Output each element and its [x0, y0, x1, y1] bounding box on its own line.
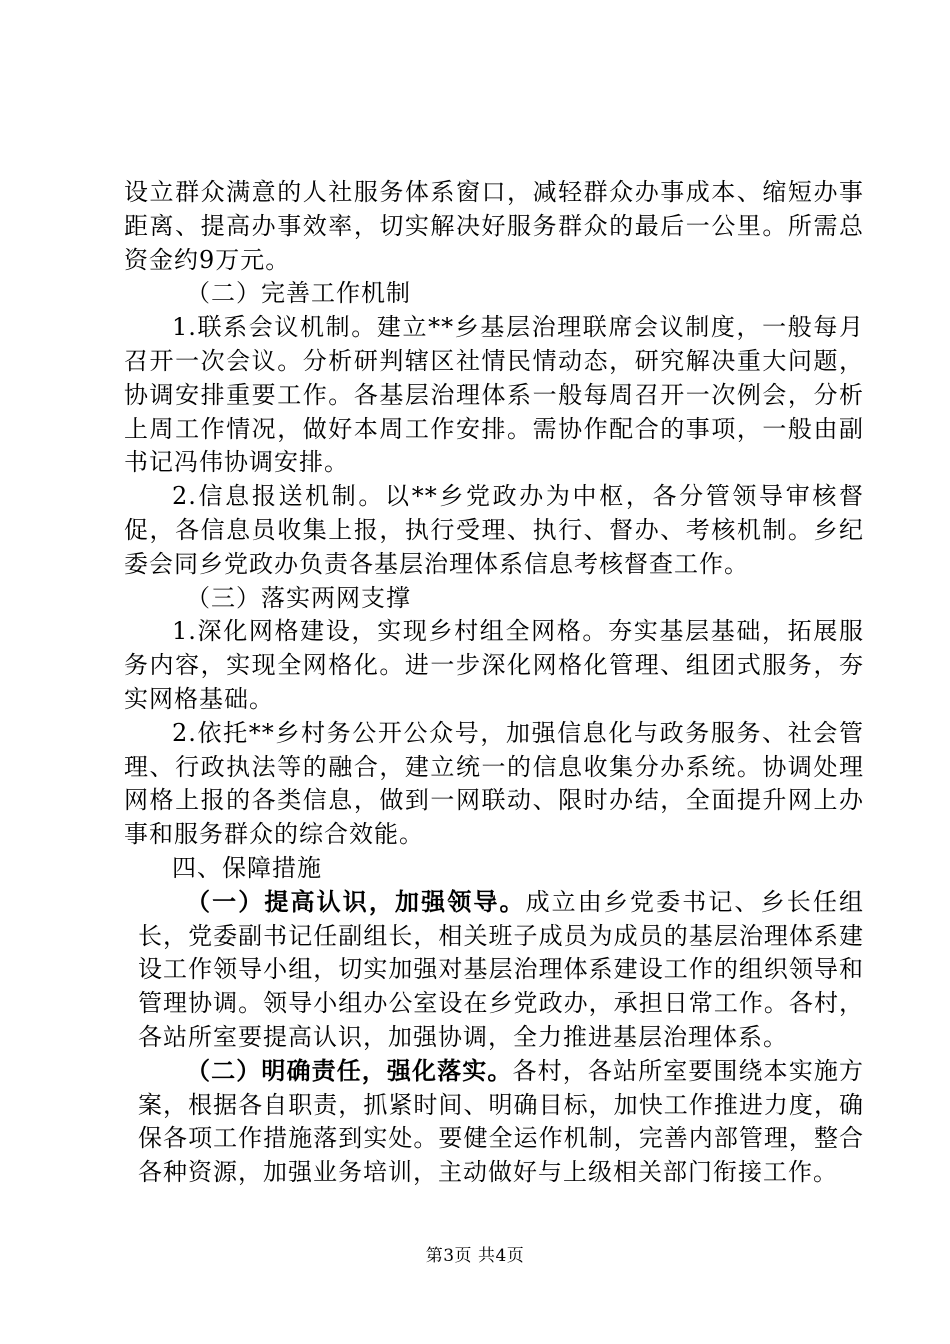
paragraph-intro: 设立群众满意的人社服务体系窗口，减轻群众办事成本、缩短办事距离、提高办事效率，切实解决好服务群众的最后一公里。所需总资金约9万元。 — [124, 178, 864, 274]
heading-safeguards: 四、保障措施 — [172, 853, 322, 882]
heading-two-networks: （三）落实两网支撑 — [186, 583, 411, 612]
paragraph-responsibility-body: 各村，各站所室要围绕本实施方案，根据各自职责，抓紧时间、明确目标，加快工作推进力度，确保各项工作措施落到实处。要健全运作机制，完善内部管理，整合各种资源，加强业务培训，主动做好与上级相关部门衔接工作。 — [138, 1056, 864, 1187]
page-footer: 第3页 共4页 — [425, 1246, 525, 1266]
heading-improve-mechanism: （二）完善工作机制 — [186, 279, 411, 308]
paragraph-leadership-body: 成立由乡党委书记、乡长任组长，党委副书记任副组长，相关班子成员为成员的基层治理体系建设工作领导小组，切实加强对基层治理体系建设工作的组织领导和管理协调。领导小组办公室设在乡党政办，承担日常工作。各村，各站所室要提高认识，加强协调，全力推进基层治理体系。 — [138, 887, 865, 1051]
paragraph-public-account: 2.依托**乡村务公开公众号，加强信息化与政务服务、社会管理、行政执法等的融合，建立统一的信息收集分办系统。协调处理网格上报的各类信息，做到一网联动、限时办结，全面提升网上办事和服务群众的综合效能。 — [124, 718, 864, 849]
document-body — [124, 176, 864, 1190]
paragraph-responsibility — [124, 1055, 864, 1190]
paragraph-grid-building: 1.深化网格建设，实现乡村组全网格。夯实基层基础，拓展服务内容，实现全网格化。进一步深化网格化管理、组团式服务，夯实网格基础。 — [124, 617, 864, 713]
paragraph-leadership — [124, 886, 864, 1055]
paragraph-leadership-lead: （一）提高认识，加强领导。 — [186, 887, 526, 916]
paragraph-info-reporting: 2.信息报送机制。以**乡党政办为中枢，各分管领导审核督促，各信息员收集上报，执行受理、执行、督办、考核机制。乡纪委会同乡党政办负责各基层治理体系信息考核督查工作。 — [124, 482, 864, 578]
paragraph-meeting-mechanism: 1.联系会议机制。建立**乡基层治理联席会议制度，一般每月召开一次会议。分析研判辖区社情民情动态，研究解决重大问题，协调安排重要工作。各基层治理体系一般每周召开一次例会，分析上周工作情况，做好本周工作安排。需协作配合的事项，一般由副书记冯伟协调安排。 — [124, 313, 864, 477]
paragraph-responsibility-lead: （二）明确责任，强化落实。 — [186, 1056, 513, 1085]
